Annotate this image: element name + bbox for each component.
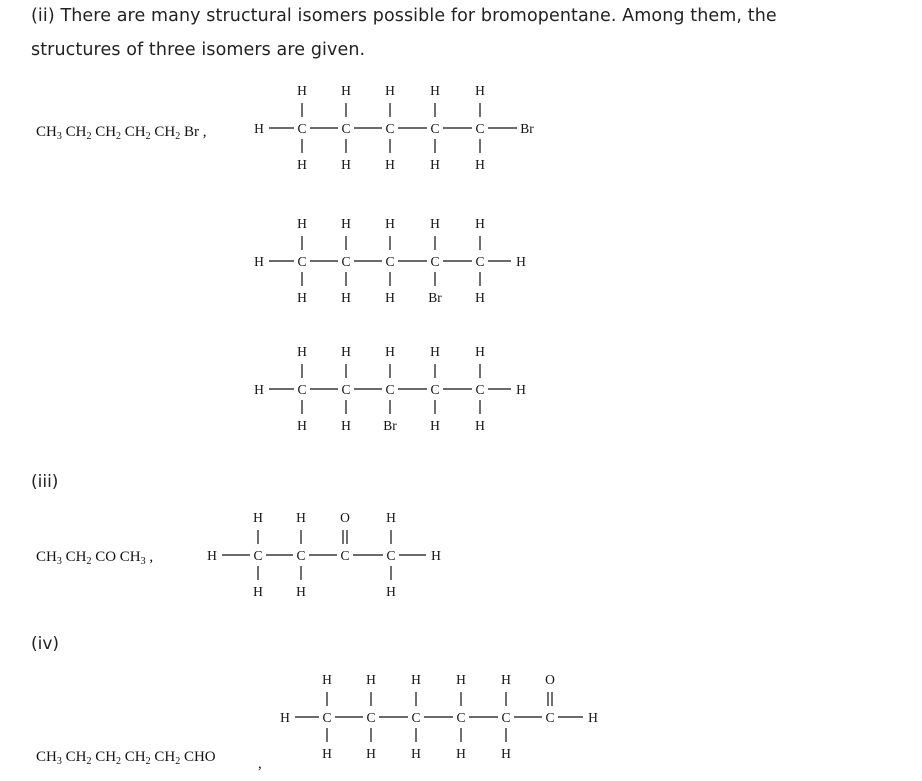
butanone-structure [207, 510, 441, 599]
atom-carbon: C [430, 382, 440, 397]
butanone-condensed-formula: $CH_3$ $CH_2$ CO $CH_3$ , [36, 549, 154, 567]
atom-oxygen: O [545, 672, 555, 687]
atom-carbon: C [385, 254, 395, 269]
atom-top-h: H [341, 83, 351, 98]
atom-top-h: H [501, 672, 511, 687]
intro-line-1: (ii) There are many structural isomers possible for bromopentane. Among them, the [31, 6, 777, 26]
atom-top-h: H [366, 672, 376, 687]
atom-bottom-h: H [297, 157, 307, 172]
intro-line-2: structures of three isomers are given. [31, 40, 366, 60]
atom-top-h: H [475, 344, 485, 359]
atom-top-h: H [386, 510, 396, 525]
atom-carbon: C [386, 548, 396, 563]
atom-carbon: C [501, 710, 511, 725]
atom-bottom-h: H [475, 157, 485, 172]
atom-carbon: C [475, 121, 485, 136]
atom-top-h: H [297, 216, 307, 231]
atom-left: H [280, 710, 290, 725]
atom-left: H [254, 382, 264, 397]
atom-bottom-h: H [411, 746, 421, 761]
atom-bottom-h: H [253, 584, 263, 599]
atom-bottom-h: H [456, 746, 466, 761]
atom-bottom-h: H [385, 157, 395, 172]
atom-bottom-h: H [430, 157, 440, 172]
atom-top-h: H [385, 216, 395, 231]
atom-carbon: C [297, 254, 307, 269]
atom-carbon: C [253, 548, 263, 563]
isomer-3-3-bromopentane [254, 344, 526, 433]
atom-top-h: H [385, 344, 395, 359]
atom-carbon: C [296, 548, 306, 563]
atom-carbon: C [297, 382, 307, 397]
atom-left: H [254, 121, 264, 136]
atom-bottom-h: H [322, 746, 332, 761]
atom-top-h: H [322, 672, 332, 687]
atom-top-h: H [385, 83, 395, 98]
atom-carbon: C [430, 254, 440, 269]
isomer-2-2-bromopentane [254, 216, 526, 305]
hexanal-structure [280, 672, 598, 761]
atom-top-h: H [296, 510, 306, 525]
atom-bottom-br: Br [383, 418, 397, 433]
atom-top-h: H [297, 344, 307, 359]
atom-bottom-h: H [296, 584, 306, 599]
atom-bottom-h: H [385, 290, 395, 305]
atom-bottom-h: H [475, 290, 485, 305]
atom-left: H [254, 254, 264, 269]
atom-carbon: C [545, 710, 555, 725]
atom-carbon: C [340, 548, 350, 563]
atom-bottom-h: H [341, 418, 351, 433]
part-iii-label: (iii) [31, 472, 59, 492]
atom-carbon: C [385, 121, 395, 136]
atom-top-h: H [430, 83, 440, 98]
atom-top-h: H [341, 216, 351, 231]
isomer-1-1-bromopentane [254, 83, 534, 172]
atom-oxygen: O [340, 510, 350, 525]
atom-bottom-h: H [297, 290, 307, 305]
atom-bottom-h: H [366, 746, 376, 761]
atom-carbon: C [456, 710, 466, 725]
atom-carbon: C [341, 382, 351, 397]
atom-bottom-h: H [341, 157, 351, 172]
atom-carbon: C [475, 382, 485, 397]
atom-carbon: C [297, 121, 307, 136]
part-iv-label: (iv) [31, 634, 60, 654]
atom-carbon: C [341, 121, 351, 136]
atom-top-h: H [456, 672, 466, 687]
atom-bottom-h: H [475, 418, 485, 433]
atom-bottom-h: H [501, 746, 511, 761]
hexanal-condensed-formula: $CH_3$ $CH_2$ $CH_2$ $CH_2$ $CH_2$ CHO [36, 749, 216, 767]
atom-top-h: H [475, 216, 485, 231]
atom-bottom-h: H [430, 418, 440, 433]
atom-top-h: H [341, 344, 351, 359]
atom-carbon: C [475, 254, 485, 269]
atom-carbon: C [341, 254, 351, 269]
atom-top-h: H [475, 83, 485, 98]
atom-right: H [516, 382, 526, 397]
atom-left: H [207, 548, 217, 563]
trailing-comma: , [258, 756, 262, 772]
atom-top-h: H [430, 216, 440, 231]
atom-top-h: H [430, 344, 440, 359]
bromopentane-condensed-formula: $CH_3$ $CH_2$ $CH_2$ $CH_2$ $CH_2$ Br , [36, 124, 207, 142]
atom-right: H [588, 710, 598, 725]
atom-right: Br [520, 121, 534, 136]
atom-bottom-br: Br [428, 290, 442, 305]
atom-bottom-h: H [341, 290, 351, 305]
atom-bottom-h: H [386, 584, 396, 599]
atom-right: H [431, 548, 441, 563]
atom-right: H [516, 254, 526, 269]
atom-carbon: C [430, 121, 440, 136]
atom-bottom-h: H [297, 418, 307, 433]
atom-top-h: H [253, 510, 263, 525]
atom-top-h: H [411, 672, 421, 687]
atom-carbon: C [411, 710, 421, 725]
atom-carbon: C [366, 710, 376, 725]
atom-carbon: C [385, 382, 395, 397]
atom-top-h: H [297, 83, 307, 98]
atom-carbon: C [322, 710, 332, 725]
